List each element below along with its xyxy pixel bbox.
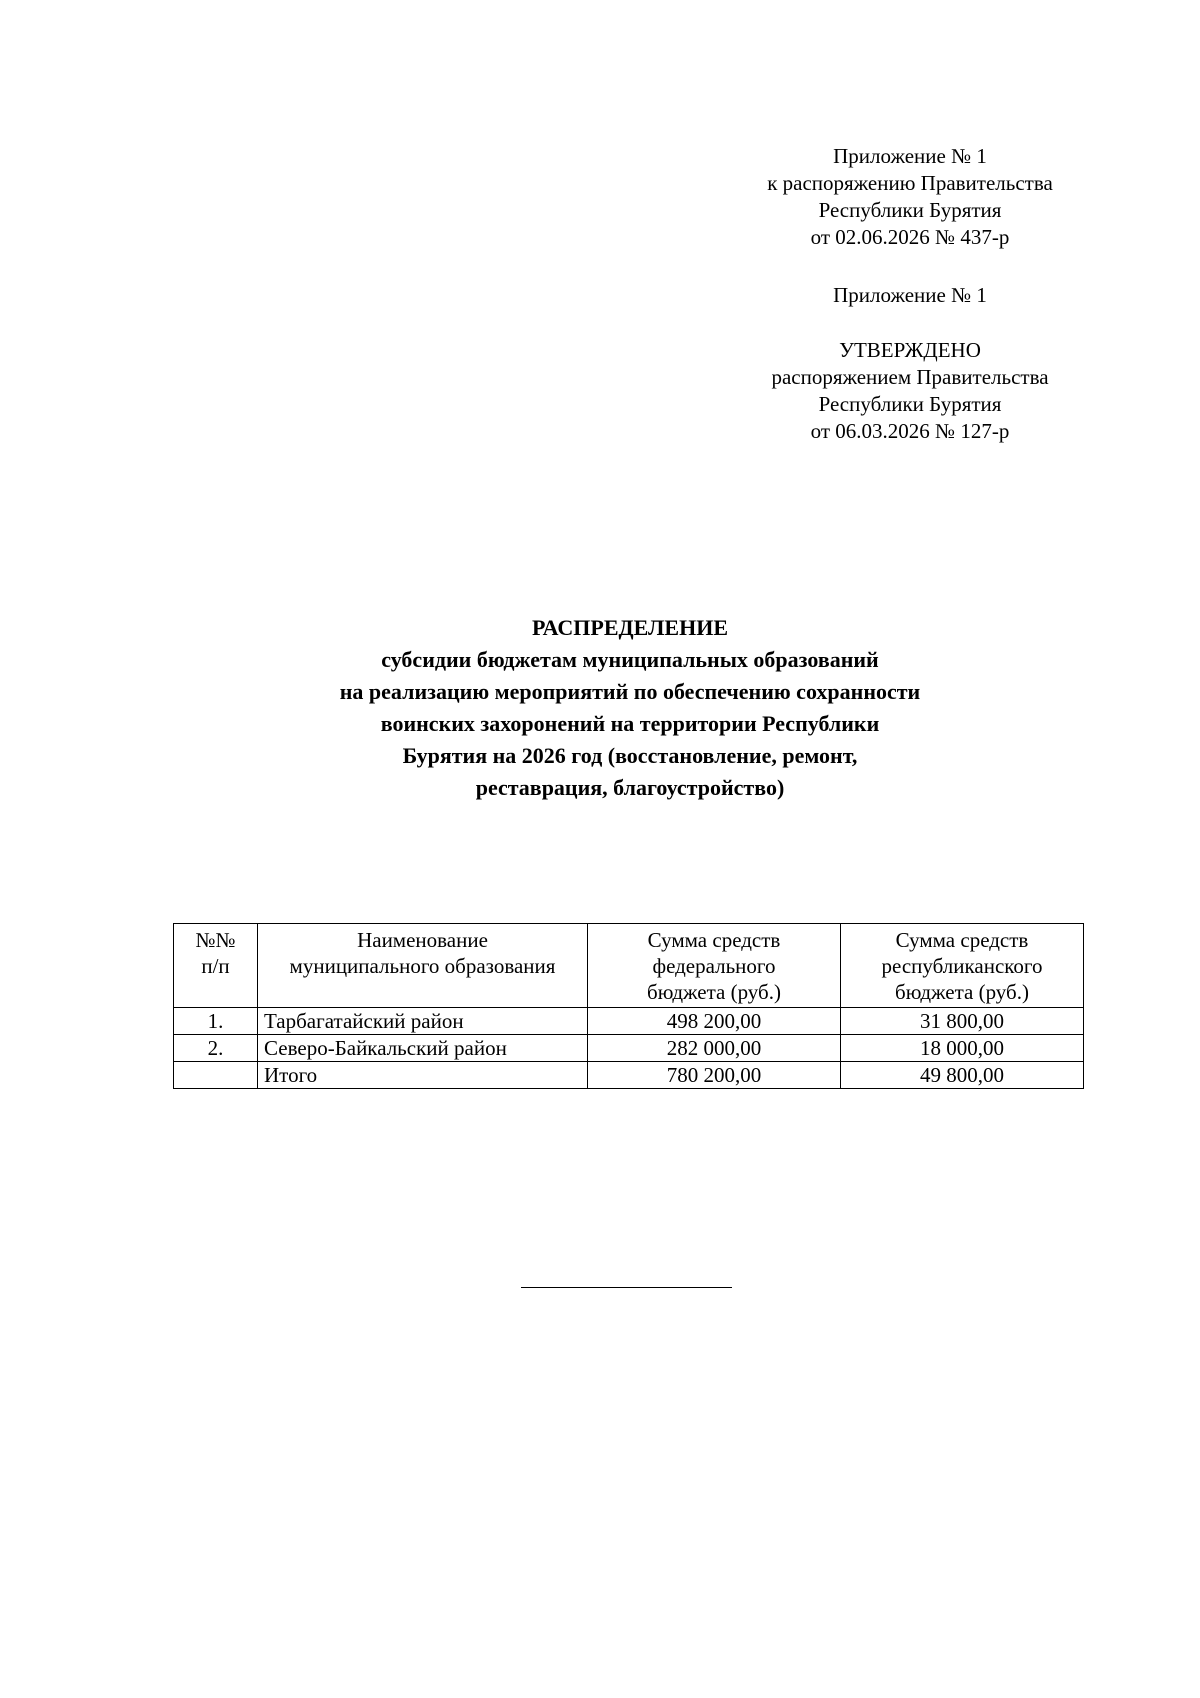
approved-line: распоряжением Правительства [771, 365, 1049, 389]
appendix-1-line: от 02.06.2026 № 437-р [810, 225, 1010, 249]
distribution-table [173, 923, 1084, 1089]
table-row [174, 1035, 1084, 1062]
appendix-1-header [710, 143, 1110, 251]
row-number: 1. [174, 1008, 258, 1035]
row-federal-sum: 282 000,00 [588, 1035, 841, 1062]
end-separator-line [521, 1287, 732, 1288]
appendix-1-line: Республики Бурятия [818, 198, 1002, 222]
title-line: Бурятия на 2026 год (восстановление, ремонт, [402, 743, 858, 768]
title-line: реставрация, благоустройство) [475, 775, 785, 800]
appendix-1-line: к распоряжению Правительства [767, 171, 1053, 195]
header-number: №№ п/п [174, 924, 258, 1008]
header-republic-sum: Сумма средств республиканского бюджета (руб.) [841, 924, 1084, 1008]
row-federal-sum: 498 200,00 [588, 1008, 841, 1035]
row-municipality: Северо-Байкальский район [258, 1035, 588, 1062]
approved-line: от 06.03.2026 № 127-р [810, 419, 1010, 443]
approved-block [710, 337, 1110, 445]
appendix-2-label: Приложение № 1 [833, 283, 987, 307]
row-number [174, 1062, 258, 1089]
table-row [174, 1008, 1084, 1035]
title-line: воинских захоронений на территории Республики [380, 711, 880, 736]
title-line: субсидии бюджетам муниципальных образований [381, 647, 879, 672]
header-municipality: Наименование муниципального образования [258, 924, 588, 1008]
row-republic-sum: 31 800,00 [841, 1008, 1084, 1035]
row-municipality: Тарбагатайский район [258, 1008, 588, 1035]
appendix-1-line: Приложение № 1 [833, 144, 987, 168]
row-federal-total: 780 200,00 [588, 1062, 841, 1089]
row-republic-sum: 18 000,00 [841, 1035, 1084, 1062]
table-header-row [174, 924, 1084, 1008]
appendix-2-header [710, 282, 1110, 309]
row-number: 2. [174, 1035, 258, 1062]
table-total-row [174, 1062, 1084, 1089]
approved-line: Республики Бурятия [818, 392, 1002, 416]
title-line: РАСПРЕДЕЛЕНИЕ [531, 615, 728, 640]
row-total-label: Итого [258, 1062, 588, 1089]
document-title [210, 612, 1050, 804]
header-federal-sum: Сумма средств федерального бюджета (руб.) [588, 924, 841, 1008]
approved-line: УТВЕРЖДЕНО [839, 338, 981, 362]
title-line: на реализацию мероприятий по обеспечению сохранности [339, 679, 921, 704]
row-republic-total: 49 800,00 [841, 1062, 1084, 1089]
